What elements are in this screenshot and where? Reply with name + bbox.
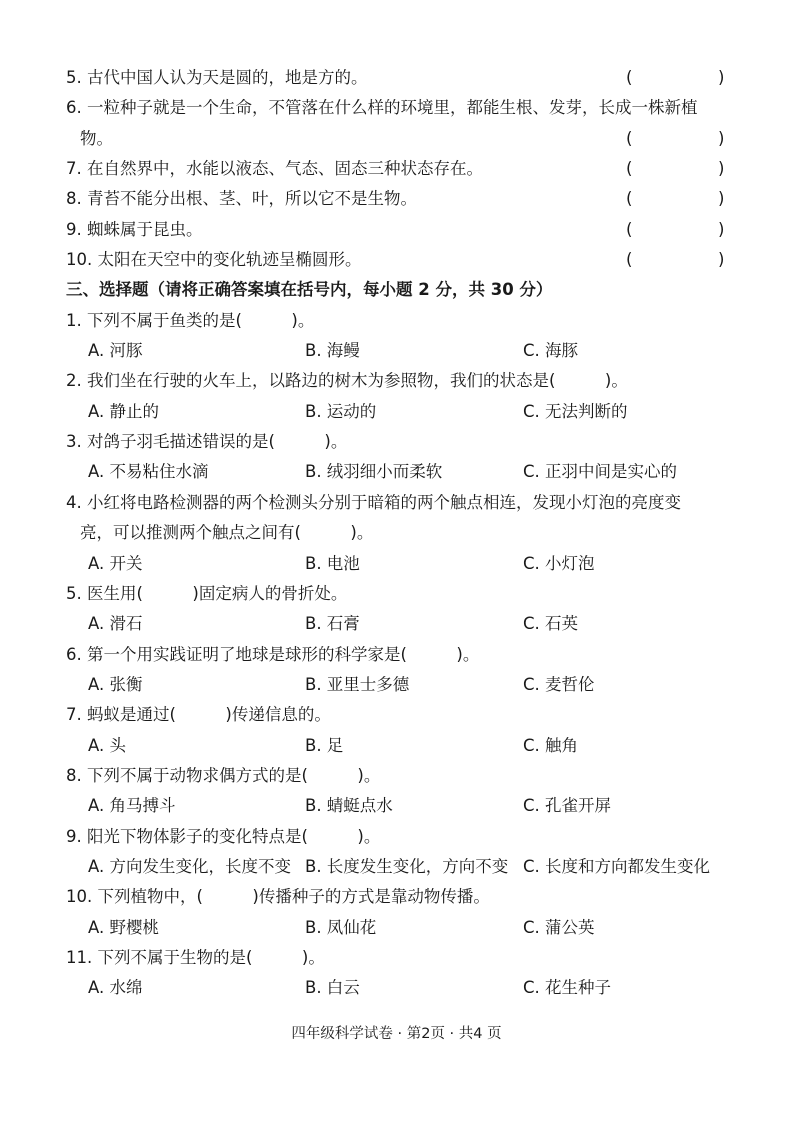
option-b[interactable]: B. 凤仙花 [305, 917, 377, 937]
option-c[interactable]: C. 正羽中间是实心的 [523, 462, 678, 482]
choice-options-row [66, 457, 736, 487]
option-b[interactable]: B. 海鳗 [305, 341, 360, 361]
option-c[interactable]: C. 小灯泡 [523, 553, 595, 573]
choice-options-row [66, 973, 736, 1003]
judgment-question-line [66, 154, 736, 184]
option-a[interactable]: A. 开关 [88, 553, 143, 573]
answer-paren-close[interactable]: ) [718, 250, 725, 270]
option-a[interactable]: A. 张衡 [88, 674, 143, 694]
option-a[interactable]: A. 野樱桃 [88, 917, 159, 937]
option-c[interactable]: C. 孔雀开屏 [523, 796, 612, 816]
choice-options-row [66, 731, 736, 761]
judgment-question-line [66, 245, 736, 275]
option-b[interactable]: B. 长度发生变化，方向不变 [305, 856, 509, 876]
answer-paren-close[interactable]: ) [718, 68, 725, 87]
choice-question-line: 5. 医生用( )固定病人的骨折处。 [66, 583, 348, 603]
choice-question-line: 2. 我们坐在行驶的火车上，以路边的树木为参照物，我们的状态是( )。 [66, 371, 628, 391]
option-c[interactable]: C. 花生种子 [523, 978, 612, 998]
question-text: 9. 蜘蛛属于昆虫。 [66, 219, 203, 239]
choice-question-line: 4. 小红将电路检测器的两个检测头分别于暗箱的两个触点相连，发现小灯泡的亮度变 [66, 492, 681, 512]
judgment-question-line [66, 124, 736, 154]
option-b[interactable]: B. 足 [305, 735, 344, 755]
option-c[interactable]: C. 海豚 [523, 341, 579, 361]
choice-options-row [66, 791, 736, 821]
page-footer: 四年级科学试卷 · 第2页 · 共4 页 [291, 1026, 502, 1042]
option-a[interactable]: A. 滑石 [88, 614, 143, 634]
choice-options-row [66, 609, 736, 639]
choice-question-line: 9. 阳光下物体影子的变化特点是( )。 [66, 826, 381, 846]
option-b[interactable]: B. 电池 [305, 553, 360, 573]
choice-question-line: 亮，可以推测两个触点之间有( )。 [80, 523, 374, 543]
answer-paren-open[interactable]: ( [626, 159, 633, 179]
answer-paren-close[interactable]: ) [718, 159, 725, 179]
option-a[interactable]: A. 水绵 [88, 978, 143, 998]
question-text: 6. 一粒种子就是一个生命，不管落在什么样的环境里，都能生根、发芽，长成一株新植 [66, 98, 698, 118]
answer-paren-close[interactable]: ) [718, 219, 725, 239]
option-a[interactable]: A. 方向发生变化，长度不变 [88, 856, 291, 876]
choice-question-line: 8. 下列不属于动物求偶方式的是( )。 [66, 765, 381, 785]
option-b[interactable]: B. 运动的 [305, 401, 377, 421]
question-text: 5. 古代中国人认为天是圆的，地是方的。 [66, 68, 368, 87]
choice-question-line: 11. 下列不属于生物的是( )。 [66, 947, 325, 967]
option-a[interactable]: A. 角马搏斗 [88, 796, 176, 816]
option-b[interactable]: B. 亚里士多德 [305, 674, 410, 694]
question-text: 10. 太阳在天空中的变化轨迹呈椭圆形。 [66, 250, 362, 270]
answer-paren-open[interactable]: ( [626, 219, 633, 239]
option-c[interactable]: C. 触角 [523, 735, 579, 755]
choice-options-row [66, 549, 736, 579]
option-c[interactable]: C. 石英 [523, 614, 579, 634]
choice-question-line: 10. 下列植物中，( )传播种子的方式是靠动物传播。 [66, 887, 490, 907]
option-c[interactable]: C. 麦哲伦 [523, 674, 595, 694]
exam-page-content [66, 63, 736, 1004]
answer-paren-open[interactable]: ( [626, 250, 633, 270]
option-b[interactable]: B. 蜻蜓点水 [305, 796, 393, 816]
choice-question-line: 3. 对鸽子羽毛描述错误的是( )。 [66, 432, 348, 452]
option-a[interactable]: A. 头 [88, 735, 126, 755]
answer-paren-close[interactable]: ) [718, 189, 725, 209]
option-c[interactable]: C. 无法判断的 [523, 401, 628, 421]
answer-paren-close[interactable]: ) [718, 128, 725, 148]
choice-question-line: 1. 下列不属于鱼类的是( )。 [66, 310, 315, 330]
answer-paren-open[interactable]: ( [626, 128, 633, 148]
judgment-question-line [66, 93, 736, 123]
choice-options-row [66, 913, 736, 943]
question-text: 7. 在自然界中，水能以液态、气态、固态三种状态存在。 [66, 159, 483, 179]
choice-question-line: 6. 第一个用实践证明了地球是球形的科学家是( )。 [66, 644, 480, 664]
judgment-question-line [66, 63, 736, 93]
option-a[interactable]: A. 不易粘住水滴 [88, 462, 209, 482]
question-text: 物。 [80, 128, 113, 148]
answer-paren-open[interactable]: ( [626, 189, 633, 209]
choice-question-line: 7. 蚂蚁是通过( )传递信息的。 [66, 705, 331, 725]
option-c[interactable]: C. 蒲公英 [523, 917, 595, 937]
choice-options-row [66, 336, 736, 366]
option-a[interactable]: A. 静止的 [88, 401, 159, 421]
option-b[interactable]: B. 白云 [305, 978, 360, 998]
judgment-question-line [66, 215, 736, 245]
choice-options-row [66, 852, 736, 882]
option-b[interactable]: B. 绒羽细小而柔软 [305, 462, 443, 482]
choice-options-row [66, 397, 736, 427]
question-text: 8. 青苔不能分出根、茎、叶，所以它不是生物。 [66, 189, 417, 209]
judgment-question-line [66, 184, 736, 214]
section-title: 三、选择题（请将正确答案填在括号内，每小题 2 分，共 30 分） [66, 280, 553, 300]
option-c[interactable]: C. 长度和方向都发生变化 [523, 856, 711, 876]
option-b[interactable]: B. 石膏 [305, 614, 360, 634]
answer-paren-open[interactable]: ( [626, 68, 633, 87]
choice-options-row [66, 670, 736, 700]
option-a[interactable]: A. 河豚 [88, 341, 143, 361]
